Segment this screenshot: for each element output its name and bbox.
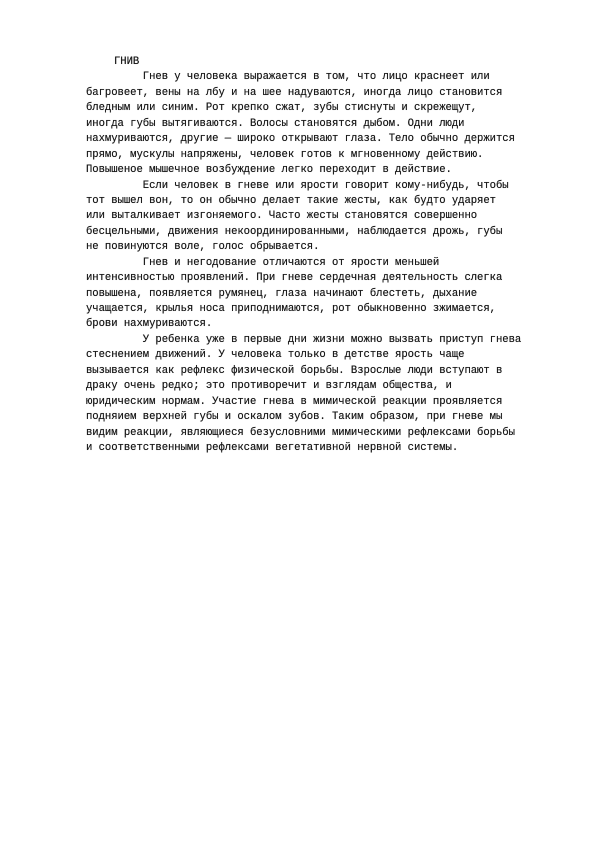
text-line: Гнев у человека выражается в том, что лицо краснеет или (86, 71, 490, 84)
document-body (86, 70, 542, 456)
text-line: учащается, крылья носа приподнимаются, рот обыкновенно зжимается, (86, 303, 496, 315)
document-text (86, 55, 542, 456)
text-line: подняием верхней губы и оскалом зубов. Таким образом, при гневе мы (86, 411, 503, 424)
text-line: юридическим нормам. Участие гнева в мимической реакции проявляется (86, 395, 503, 408)
document-title: ГНИВ (114, 56, 140, 68)
text-line: вызывается как рефлекс физической борьбы. Взрослые люди вступают в (86, 364, 503, 377)
text-line: интенсивностью проявлений. При гневе сердечная деятельность слегка (86, 272, 503, 285)
text-line: Гнев и негодование отличаются от ярости меньшей (86, 256, 440, 269)
text-line: и соответственными рефлексами вегетативной нервной системы. (86, 441, 459, 454)
text-line: багровеет, вены на лбу и на шее надуваются, иногда лицо становится (86, 86, 503, 99)
text-line: Повышеное мышечное возбуждение легко переходит в действие. (86, 164, 452, 177)
text-line: У ребенка уже в первые дни жизни можно вызвать приступ гнева (86, 333, 522, 346)
text-line: иногда губы вытягиваются. Волосы становятся дыбом. Одни люди (86, 117, 465, 130)
text-line: повышена, появляется румянец, глаза начинают блестеть, дыхание (86, 287, 478, 300)
text-line: тот вышел вон, то он обычно делает такие жесты, как будто ударяет (86, 194, 496, 207)
text-line: или выталкивает изгоняемого. Часто жесты становятся совершенно (86, 210, 478, 223)
text-line: прямо, мускулы напряжены, человек готов к мгновенному действию. (86, 148, 484, 161)
text-line: не повинуются воле, голос обрывается. (86, 241, 320, 254)
text-line: нахмуриваются, другие — широко открывают глаза. Тело обычно держится (86, 133, 515, 146)
text-line: видим реакции, являющиеся безусловними мимическими рефлексами борьбы (86, 426, 515, 439)
text-line: бледным или синим. Рот крепко сжат, зубы стиснуты и скрежещут, (86, 102, 478, 115)
text-line: Если человек в гневе или ярости говорит кому-нибудь, чтобы (86, 179, 509, 192)
text-line: стеснением движений. У человека только в детстве ярость чаще (86, 349, 465, 362)
text-line: бесцельными, движения некоординированными, наблюдается дрожь, губы (86, 225, 503, 238)
text-line: брови нахмуриваются. (86, 318, 213, 331)
text-line: драку очень редко; это противоречит и взглядам общества, и (86, 380, 452, 393)
